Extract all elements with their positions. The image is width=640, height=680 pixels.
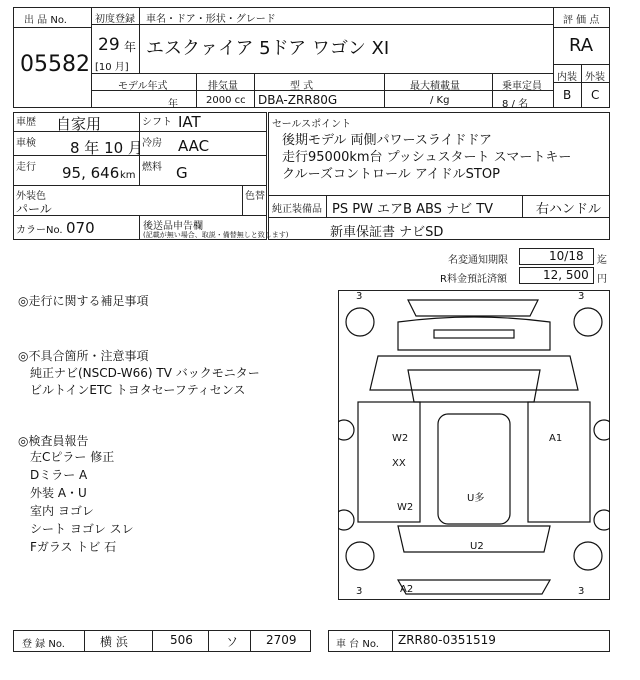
right-mirror-icon [594, 420, 610, 440]
recycle-value: 12, 500 [543, 268, 589, 282]
inspector-line-4: 室内 ヨゴレ [30, 504, 94, 518]
front-right-tire-icon [574, 308, 602, 336]
chassis-label: 車 台 No. [336, 639, 379, 650]
first-reg-year-unit: 年 [124, 40, 137, 54]
max-load-value: / Kg [430, 95, 450, 106]
ac-label: 冷房 [142, 138, 162, 149]
history-label: 車歴 [16, 117, 36, 128]
history-value: 自家用 [56, 115, 102, 133]
max-load-label: 最大積載量 [410, 81, 460, 92]
lot-number: 05582 [20, 52, 90, 77]
fuel-value: G [176, 164, 188, 182]
model-year-unit: 年 [168, 99, 178, 110]
recycle-label: R料金預託済額 [440, 274, 507, 285]
registration-class: 506 [170, 633, 193, 647]
inspector-title: ◎検査員報告 [18, 434, 89, 448]
post-reg-note: (記載が無い場合、取説・備替無しと致します) [143, 231, 289, 239]
deadline-value: 10/18 [549, 249, 584, 263]
grille-outline [434, 330, 514, 338]
corner-rear-right: 3 [578, 586, 585, 597]
inspector-line-3: 外装 A・U [30, 486, 87, 500]
interior-grade: B [563, 88, 572, 102]
defects-title: ◎不具合箇所・注意事項 [18, 349, 149, 363]
capacity-value: 8 / 名 [502, 99, 529, 110]
hood-outline [398, 317, 550, 350]
car-diagram [338, 290, 610, 600]
sales-line-2: 走行95000km台 プッシュスタート スマートキー [282, 150, 572, 165]
sales-line-1: 後期モデル 両側パワースライドドア [282, 133, 493, 148]
damage-w2-left-front: W2 [392, 433, 409, 444]
ac-value: AAC [178, 137, 210, 155]
mileage-value: 95, 646 [62, 164, 120, 182]
rear-right-tire-icon [574, 542, 602, 570]
roof-outline [438, 414, 510, 524]
left-rear-wheel-icon [338, 510, 354, 530]
damage-a1-right: A1 [549, 433, 563, 444]
damage-w2-left-rear: W2 [397, 502, 414, 513]
registration-kana: ソ [226, 635, 239, 649]
type-value: DBA-ZRR80G [258, 93, 338, 107]
color-no-value: 070 [66, 219, 95, 237]
deadline-label: 名変通知期限 [448, 255, 508, 266]
rear-bumper-outline [398, 580, 550, 594]
registration-number: 2709 [266, 633, 297, 647]
exterior-grade: C [591, 88, 600, 102]
handle-value: 右ハンドル [536, 202, 602, 217]
equipment-value: PS PW エアB ABS ナビ TV [332, 202, 494, 217]
deadline-unit: 迄 [597, 255, 607, 266]
sales-line-3: クルーズコントロール アイドルSTOP [282, 167, 500, 182]
roof-front-outline [370, 356, 578, 390]
damage-a2: A2 [400, 584, 414, 595]
first-reg-label: 初度登録 [95, 14, 135, 25]
type-label: 型 式 [290, 81, 314, 92]
rating-label: 評 価 点 [563, 15, 600, 26]
exterior-label: 外装 [585, 72, 605, 83]
first-reg-year: 29 [98, 35, 120, 55]
front-left-tire-icon [346, 308, 374, 336]
corner-front-left: 3 [356, 291, 363, 302]
car-name: エスクァイア 5ドア ワゴン XI [146, 38, 390, 59]
running-notes-title: ◎走行に関する補足事項 [18, 294, 149, 308]
interior-label: 内装 [557, 72, 577, 83]
mileage-unit: km [120, 170, 136, 181]
damage-xx: XX [392, 458, 406, 469]
registration-area: 横 浜 [100, 635, 128, 649]
sales-title: セールスポイント [272, 119, 352, 130]
corner-front-right: 3 [578, 291, 585, 302]
model-year-label: モデル年式 [118, 81, 168, 92]
ext-color-value: パール [16, 202, 52, 216]
car-name-label: 車名・ドア・形状・グレード [146, 14, 276, 25]
color-no-label: カラーNo. [16, 225, 63, 236]
displacement-label: 排気量 [208, 81, 238, 92]
lot-label: 出 品 No. [24, 15, 67, 26]
windshield-outline [408, 370, 540, 402]
recycle-unit: 円 [597, 274, 607, 285]
inspection-value: 8 年 10 月 [70, 139, 143, 157]
inspection-label: 車検 [16, 138, 36, 149]
ext-color-label: 外装色 [16, 191, 46, 202]
displacement-value: 2000 cc [206, 95, 246, 106]
shift-label: シフト [142, 117, 172, 128]
defects-line-2: ビルトインETC トヨタセーフティセンス [30, 383, 246, 397]
mileage-label: 走行 [16, 162, 36, 173]
damage-u-many: U多 [467, 493, 485, 504]
rear-left-tire-icon [346, 542, 374, 570]
inspector-line-2: Dミラー A [30, 468, 88, 482]
right-side-outline [528, 402, 590, 522]
defects-line-1: 純正ナビ(NSCD-W66) TV バックモニター [30, 366, 260, 380]
shift-value: IAT [178, 113, 201, 131]
damage-u2: U2 [470, 541, 484, 552]
inspector-line-6: Fガラス トビ 石 [30, 540, 117, 554]
left-mirror-icon [338, 420, 354, 440]
equipment-label: 純正装備品 [272, 204, 322, 215]
inspector-line-1: 左Cピラー 修正 [30, 450, 115, 464]
right-rear-wheel-icon [594, 510, 610, 530]
chassis-number: ZRR80-0351519 [398, 633, 496, 647]
front-bumper-outline [408, 300, 538, 316]
registration-label: 登 録 No. [22, 639, 65, 650]
color-change-label: 色替 [245, 191, 265, 202]
post-reg-label: 後送品申告欄 [143, 221, 203, 232]
capacity-label: 乗車定員 [502, 81, 542, 92]
inspector-line-5: シート ヨゴレ スレ [30, 522, 134, 536]
first-reg-month: [10 月] [95, 62, 129, 73]
warranty-value: 新車保証書 ナビSD [330, 225, 444, 240]
corner-rear-left: 3 [356, 586, 363, 597]
rating-value: RA [569, 35, 594, 56]
fuel-label: 燃料 [142, 162, 162, 173]
